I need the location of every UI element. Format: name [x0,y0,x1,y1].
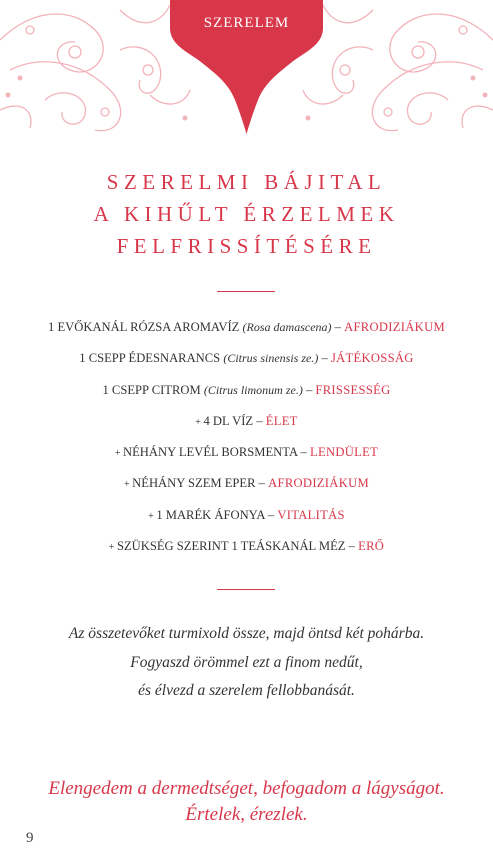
affirmation-line: Értelek, érezlek. [185,804,308,825]
ingredient-effect: LENDÜLET [309,445,379,460]
ingredient-item: + NÉHÁNY LEVÉL BORSMENTA – LENDÜLET [114,445,379,460]
ingredient-item: + SZÜKSÉG SZERINT 1 TEÁSKANÁL MÉZ – ERŐ [108,539,385,554]
instruction-line: Fogyaszd örömmel ezt a finom nedűt, [130,653,363,671]
ingredient-text: 4 DL VÍZ [203,413,254,428]
divider-bottom [217,589,275,590]
ingredient-item: 1 EVŐKANÁL RÓZSA AROMAVÍZ (Rosa damascena) – AFRODIZIÁKUM [48,320,445,334]
ingredient-latin-name: (Rosa damascena) [242,320,332,334]
ingredient-list [0,316,493,566]
ingredient-text: 1 MARÉK ÁFONYA [156,507,265,522]
title-line-1: SZERELMI BÁJITAL [106,170,387,194]
plus-sign: + [114,448,123,460]
ingredient-effect: ERŐ [358,539,385,554]
ingredient-text: 1 CSEPP ÉDESNARANCS [79,351,224,366]
instructions [0,620,493,706]
ingredient-text: NÉHÁNY SZEM EPER [132,476,256,491]
affirmation [0,776,493,828]
title-line-2: A KIHŰLT ÉRZELMEK [93,202,400,226]
ingredient-text: 1 EVŐKANÁL RÓZSA AROMAVÍZ [48,320,243,334]
ingredient-text: SZÜKSÉG SZERINT 1 TEÁSKANÁL MÉZ [116,539,346,554]
ingredient-effect: ÉLET [265,413,298,428]
ingredient-item: 1 CSEPP CITROM (Citrus limonum ze.) – FRISSESSÉG [102,382,391,397]
ingredient-effect: VITALITÁS [277,507,345,522]
ingredient-item: 1 CSEPP ÉDESNARANCS (Citrus sinensis ze.) – JÁTÉKOSSÁG [79,351,414,366]
plus-sign: + [124,479,133,491]
section-tab-label: SZERELEM [203,15,290,31]
ingredient-effect: FRISSESSÉG [315,382,391,397]
ingredient-text: 1 CSEPP CITROM [102,382,204,397]
affirmation-line: Elengedem a dermedtséget, befogadom a lágyságot. [48,778,445,799]
ingredient-latin-name: (Citrus sinensis ze.) [223,351,319,366]
divider-top [217,291,275,292]
instruction-line: Az összetevőket turmixold össze, majd öntsd két pohárba. [68,625,425,642]
title-line-3: FELFRISSÍTÉSÉRE [116,234,377,258]
recipe-title [0,166,493,262]
ingredient-text: NÉHÁNY LEVÉL BORSMENTA [123,445,298,460]
ingredient-effect: AFRODIZIÁKUM [344,320,445,334]
ingredient-item: + NÉHÁNY SZEM EPER – AFRODIZIÁKUM [124,476,369,491]
ingredient-effect: AFRODIZIÁKUM [268,476,369,491]
page-number: 9 [26,830,34,846]
ingredient-latin-name: (Citrus limonum ze.) [203,382,303,397]
instruction-line: és élvezd a szerelem fellobbanását. [138,682,355,699]
plus-sign: + [195,416,204,428]
ingredient-item: + 1 MARÉK ÁFONYA – VITALITÁS [148,507,345,522]
plus-sign: + [148,510,157,522]
ingredient-item: + 4 DL VÍZ – ÉLET [195,413,298,428]
ingredient-effect: JÁTÉKOSSÁG [330,351,414,366]
plus-sign: + [108,542,117,554]
